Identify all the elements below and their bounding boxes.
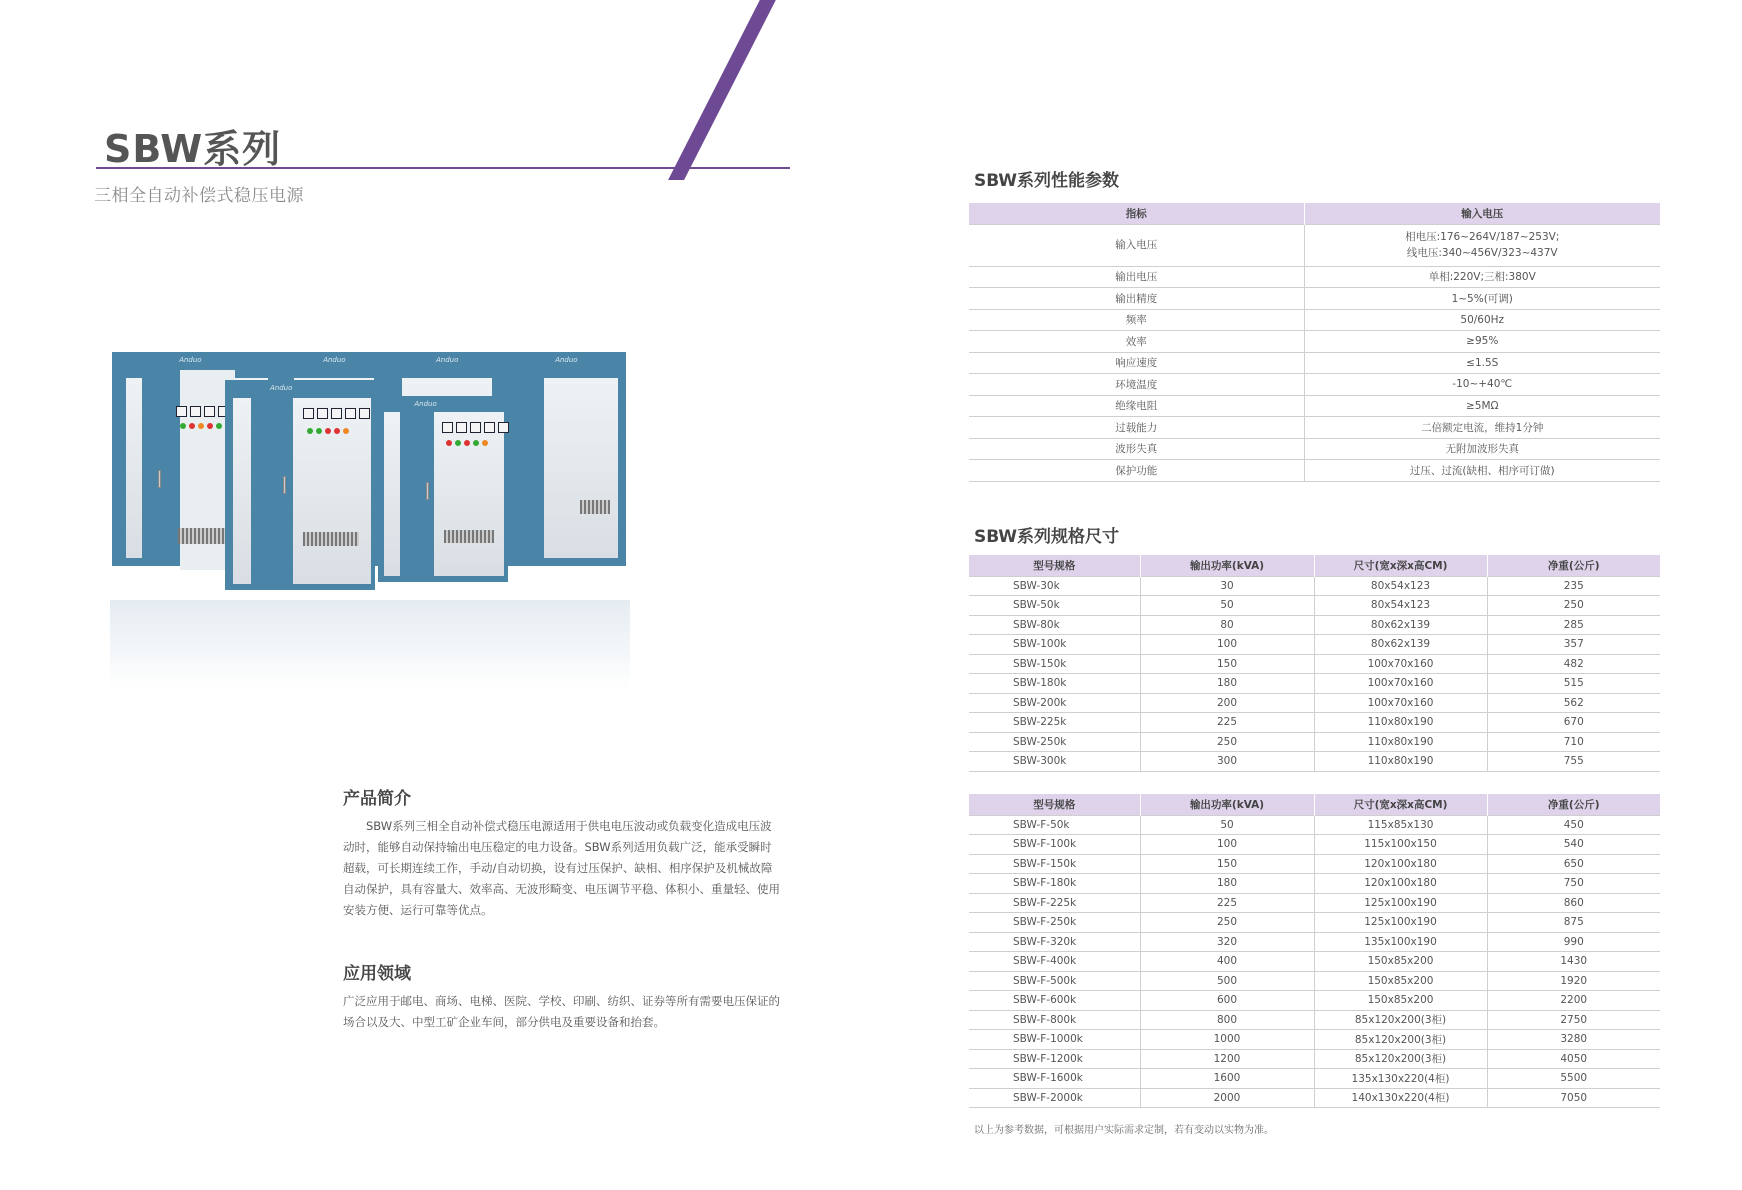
table-cell: SBW-F-180k	[969, 874, 1140, 894]
table-cell: 2750	[1487, 1010, 1660, 1030]
table-cell: 绝缘电阻	[969, 395, 1304, 417]
table-cell: 120x100x180	[1314, 874, 1487, 894]
table-cell: 2000	[1140, 1088, 1314, 1108]
cabinet-front-left	[225, 380, 375, 590]
table-cell: ≥5MΩ	[1304, 395, 1660, 417]
table-row	[969, 713, 1660, 733]
table-cell: SBW-F-2000k	[969, 1088, 1140, 1108]
application-heading: 应用领域	[343, 964, 411, 984]
table-cell: SBW-300k	[969, 752, 1140, 772]
table-row	[969, 1030, 1660, 1050]
table-row	[969, 952, 1660, 972]
table-cell: 150	[1140, 654, 1314, 674]
table-row	[969, 374, 1660, 396]
table-row	[969, 752, 1660, 772]
table-cell: 540	[1487, 835, 1660, 855]
column-header: 指标	[969, 203, 1304, 224]
table-cell: ≥95%	[1304, 331, 1660, 353]
column-header: 型号规格	[969, 794, 1140, 815]
table-cell: 过载能力	[969, 417, 1304, 439]
table-cell: 80x54x123	[1314, 596, 1487, 616]
table-cell: SBW-100k	[969, 635, 1140, 655]
table-cell: 100x70x160	[1314, 674, 1487, 694]
table-row	[969, 991, 1660, 1011]
table-cell: 保护功能	[969, 460, 1304, 482]
column-header: 尺寸(宽x深x高CM)	[1314, 555, 1487, 576]
table-cell: 110x80x190	[1314, 713, 1487, 733]
table-cell: 120x100x180	[1314, 854, 1487, 874]
decorative-stripe	[668, 0, 786, 180]
table-cell: 80x62x139	[1314, 615, 1487, 635]
table-cell: 频率	[969, 309, 1304, 331]
table-cell: SBW-225k	[969, 713, 1140, 733]
column-header: 输出功率(kVA)	[1140, 555, 1314, 576]
table-cell: 5500	[1487, 1069, 1660, 1089]
table-cell: 响应速度	[969, 352, 1304, 374]
table-row	[969, 309, 1660, 331]
table-cell: 100x70x160	[1314, 654, 1487, 674]
table-cell: 800	[1140, 1010, 1314, 1030]
table-cell: 相电压:176~264V/187~253V; 线电压:340~456V/323~437V	[1304, 224, 1660, 266]
table-cell: 1430	[1487, 952, 1660, 972]
column-header: 净重(公斤)	[1487, 555, 1660, 576]
table-cell: 输出精度	[969, 288, 1304, 310]
table-cell: 357	[1487, 635, 1660, 655]
table-cell: 1000	[1140, 1030, 1314, 1050]
table-cell: SBW-F-50k	[969, 815, 1140, 835]
table-row	[969, 352, 1660, 374]
table-row	[969, 1069, 1660, 1089]
application-text: 广泛应用于邮电、商场、电梯、医院、学校、印刷、纺织、证券等所有需要电压保证的场合以及大、中型工矿企业车间，部分供电及重要设备和抬套。	[343, 994, 780, 1029]
intro-heading: 产品简介	[343, 789, 411, 809]
table-cell: 80x62x139	[1314, 635, 1487, 655]
performance-title: SBW系列性能参数	[974, 171, 1120, 191]
table-row	[969, 1049, 1660, 1069]
table-row	[969, 654, 1660, 674]
table-row	[969, 460, 1660, 482]
performance-table	[969, 203, 1660, 482]
table-row	[969, 395, 1660, 417]
table-cell: SBW-F-250k	[969, 913, 1140, 933]
table-cell: 200	[1140, 693, 1314, 713]
table-cell: 1600	[1140, 1069, 1314, 1089]
table-row	[969, 893, 1660, 913]
table-row	[969, 932, 1660, 952]
table-row	[969, 266, 1660, 288]
table-cell: SBW-F-320k	[969, 932, 1140, 952]
column-header: 输入电压	[1304, 203, 1660, 224]
column-header: 型号规格	[969, 555, 1140, 576]
table-cell: 320	[1140, 932, 1314, 952]
table-cell: 135x100x190	[1314, 932, 1487, 952]
table-row	[969, 438, 1660, 460]
table-cell: 输出电压	[969, 266, 1304, 288]
table-row	[969, 693, 1660, 713]
product-reflection	[110, 600, 630, 690]
table-cell: SBW-250k	[969, 732, 1140, 752]
intro-text: SBW系列三相全自动补偿式稳压电源适用于供电电压波动或负载变化造成电压波动时，能够自动保持输出电压稳定的电力设备。SBW系列适用负载广泛，能承受瞬时超载，可长期连续工作，手动/自动切换，设有过压保护、缺相、相序保护及机械故障自动保护，具有容量大、效率高、无波形畸变、电压调节平稳、体积小、重量轻、使用安装方便、运行可靠等优点。	[343, 819, 780, 917]
table-cell: SBW-180k	[969, 674, 1140, 694]
table-cell: SBW-F-400k	[969, 952, 1140, 972]
product-image	[100, 340, 620, 680]
page-title: SBW系列	[104, 127, 282, 171]
table-header-row	[969, 794, 1660, 815]
table-cell: SBW-F-1200k	[969, 1049, 1140, 1069]
table-cell: SBW-F-1000k	[969, 1030, 1140, 1050]
table-cell: 300	[1140, 752, 1314, 772]
table-row	[969, 815, 1660, 835]
table-cell: 285	[1487, 615, 1660, 635]
table-cell: 450	[1487, 815, 1660, 835]
table-cell: 670	[1487, 713, 1660, 733]
table-cell: 500	[1140, 971, 1314, 991]
table-cell: 600	[1140, 991, 1314, 1011]
table-cell: 180	[1140, 874, 1314, 894]
cabinet-front-right	[378, 396, 508, 582]
table-row	[969, 288, 1660, 310]
table-cell: 85x120x200(3柜)	[1314, 1030, 1487, 1050]
table-cell: 250	[1140, 913, 1314, 933]
table-cell: 85x120x200(3柜)	[1314, 1010, 1487, 1030]
table-row	[969, 835, 1660, 855]
table-row	[969, 417, 1660, 439]
table-cell: 250	[1487, 596, 1660, 616]
table-row	[969, 576, 1660, 596]
table-cell: 140x130x220(4柜)	[1314, 1088, 1487, 1108]
table-row	[969, 615, 1660, 635]
table-cell: 235	[1487, 576, 1660, 596]
table-row	[969, 1088, 1660, 1108]
table-cell: SBW-50k	[969, 596, 1140, 616]
table-cell: SBW-200k	[969, 693, 1140, 713]
table-cell: ≤1.5S	[1304, 352, 1660, 374]
table-row	[969, 331, 1660, 353]
table-cell: 710	[1487, 732, 1660, 752]
table-cell: 4050	[1487, 1049, 1660, 1069]
brand-mark: Anduo	[270, 384, 293, 392]
table-row	[969, 596, 1660, 616]
table-cell: SBW-F-600k	[969, 991, 1140, 1011]
table-cell: 波形失真	[969, 438, 1304, 460]
table-cell: 125x100x190	[1314, 913, 1487, 933]
table-cell: -10~+40℃	[1304, 374, 1660, 396]
table-cell: 7050	[1487, 1088, 1660, 1108]
table-cell: 860	[1487, 893, 1660, 913]
spec-table-1	[969, 555, 1660, 772]
table-cell: 单相:220V;三相:380V	[1304, 266, 1660, 288]
table-cell: 110x80x190	[1314, 732, 1487, 752]
table-cell: 150x85x200	[1314, 952, 1487, 972]
brand-mark: Anduo	[179, 356, 202, 364]
table-row	[969, 971, 1660, 991]
table-cell: SBW-F-500k	[969, 971, 1140, 991]
table-cell: 135x130x220(4柜)	[1314, 1069, 1487, 1089]
table-row	[969, 674, 1660, 694]
table-row	[969, 635, 1660, 655]
spec-table-2	[969, 794, 1660, 1108]
table-cell: 50	[1140, 815, 1314, 835]
column-header: 输出功率(kVA)	[1140, 794, 1314, 815]
table-row	[969, 874, 1660, 894]
cabinet-back-4	[508, 352, 626, 566]
table-cell: 482	[1487, 654, 1660, 674]
table-cell: 效率	[969, 331, 1304, 353]
table-cell: SBW-F-100k	[969, 835, 1140, 855]
table-cell: 115x85x130	[1314, 815, 1487, 835]
table-cell: 85x120x200(3柜)	[1314, 1049, 1487, 1069]
table-cell: 100	[1140, 635, 1314, 655]
table-cell: SBW-F-800k	[969, 1010, 1140, 1030]
table-row	[969, 854, 1660, 874]
table-cell: 2200	[1487, 991, 1660, 1011]
table-cell: 990	[1487, 932, 1660, 952]
table-cell: 1200	[1140, 1049, 1314, 1069]
table-cell: 二倍额定电流，维持1分钟	[1304, 417, 1660, 439]
table-cell: SBW-F-225k	[969, 893, 1140, 913]
page-subtitle: 三相全自动补偿式稳压电源	[94, 186, 304, 206]
table-cell: 30	[1140, 576, 1314, 596]
table-cell: SBW-F-1600k	[969, 1069, 1140, 1089]
table-cell: 100	[1140, 835, 1314, 855]
table-row	[969, 913, 1660, 933]
table-cell: 过压、过流(缺相、相序可订做)	[1304, 460, 1660, 482]
spec-title: SBW系列规格尺寸	[974, 527, 1120, 547]
table-cell: 80x54x123	[1314, 576, 1487, 596]
table-cell: 环境温度	[969, 374, 1304, 396]
table-cell: 225	[1140, 893, 1314, 913]
table-cell: 110x80x190	[1314, 752, 1487, 772]
table-cell: 100x70x160	[1314, 693, 1487, 713]
table-cell: 650	[1487, 854, 1660, 874]
table-cell: 125x100x190	[1314, 893, 1487, 913]
table-cell: 515	[1487, 674, 1660, 694]
table-cell: 50	[1140, 596, 1314, 616]
brand-mark: Anduo	[414, 400, 437, 408]
table-cell: 1920	[1487, 971, 1660, 991]
table-cell: 输入电压	[969, 224, 1304, 266]
table-cell: 180	[1140, 674, 1314, 694]
table-row	[969, 224, 1660, 266]
table-cell: 250	[1140, 732, 1314, 752]
table-row	[969, 732, 1660, 752]
table-cell: 无附加波形失真	[1304, 438, 1660, 460]
brand-mark: Anduo	[555, 356, 578, 364]
table-cell: 750	[1487, 874, 1660, 894]
table-cell: 225	[1140, 713, 1314, 733]
footnote: 以上为参考数据，可根据用户实际需求定制，若有变动以实物为准。	[974, 1125, 1274, 1136]
table-cell: 150	[1140, 854, 1314, 874]
table-header-row	[969, 203, 1660, 224]
column-header: 净重(公斤)	[1487, 794, 1660, 815]
table-cell: 562	[1487, 693, 1660, 713]
table-cell: 80	[1140, 615, 1314, 635]
table-cell: 115x100x150	[1314, 835, 1487, 855]
table-cell: 875	[1487, 913, 1660, 933]
table-row	[969, 1010, 1660, 1030]
table-header-row	[969, 555, 1660, 576]
table-cell: SBW-150k	[969, 654, 1140, 674]
table-cell: 150x85x200	[1314, 971, 1487, 991]
table-cell: 50/60Hz	[1304, 309, 1660, 331]
table-cell: 3280	[1487, 1030, 1660, 1050]
table-cell: SBW-30k	[969, 576, 1140, 596]
table-cell: SBW-80k	[969, 615, 1140, 635]
brand-mark: Anduo	[323, 356, 346, 364]
table-cell: 150x85x200	[1314, 991, 1487, 1011]
table-cell: SBW-F-150k	[969, 854, 1140, 874]
brand-mark: Anduo	[436, 356, 459, 364]
table-cell: 400	[1140, 952, 1314, 972]
table-cell: 755	[1487, 752, 1660, 772]
table-cell: 1~5%(可调)	[1304, 288, 1660, 310]
column-header: 尺寸(宽x深x高CM)	[1314, 794, 1487, 815]
